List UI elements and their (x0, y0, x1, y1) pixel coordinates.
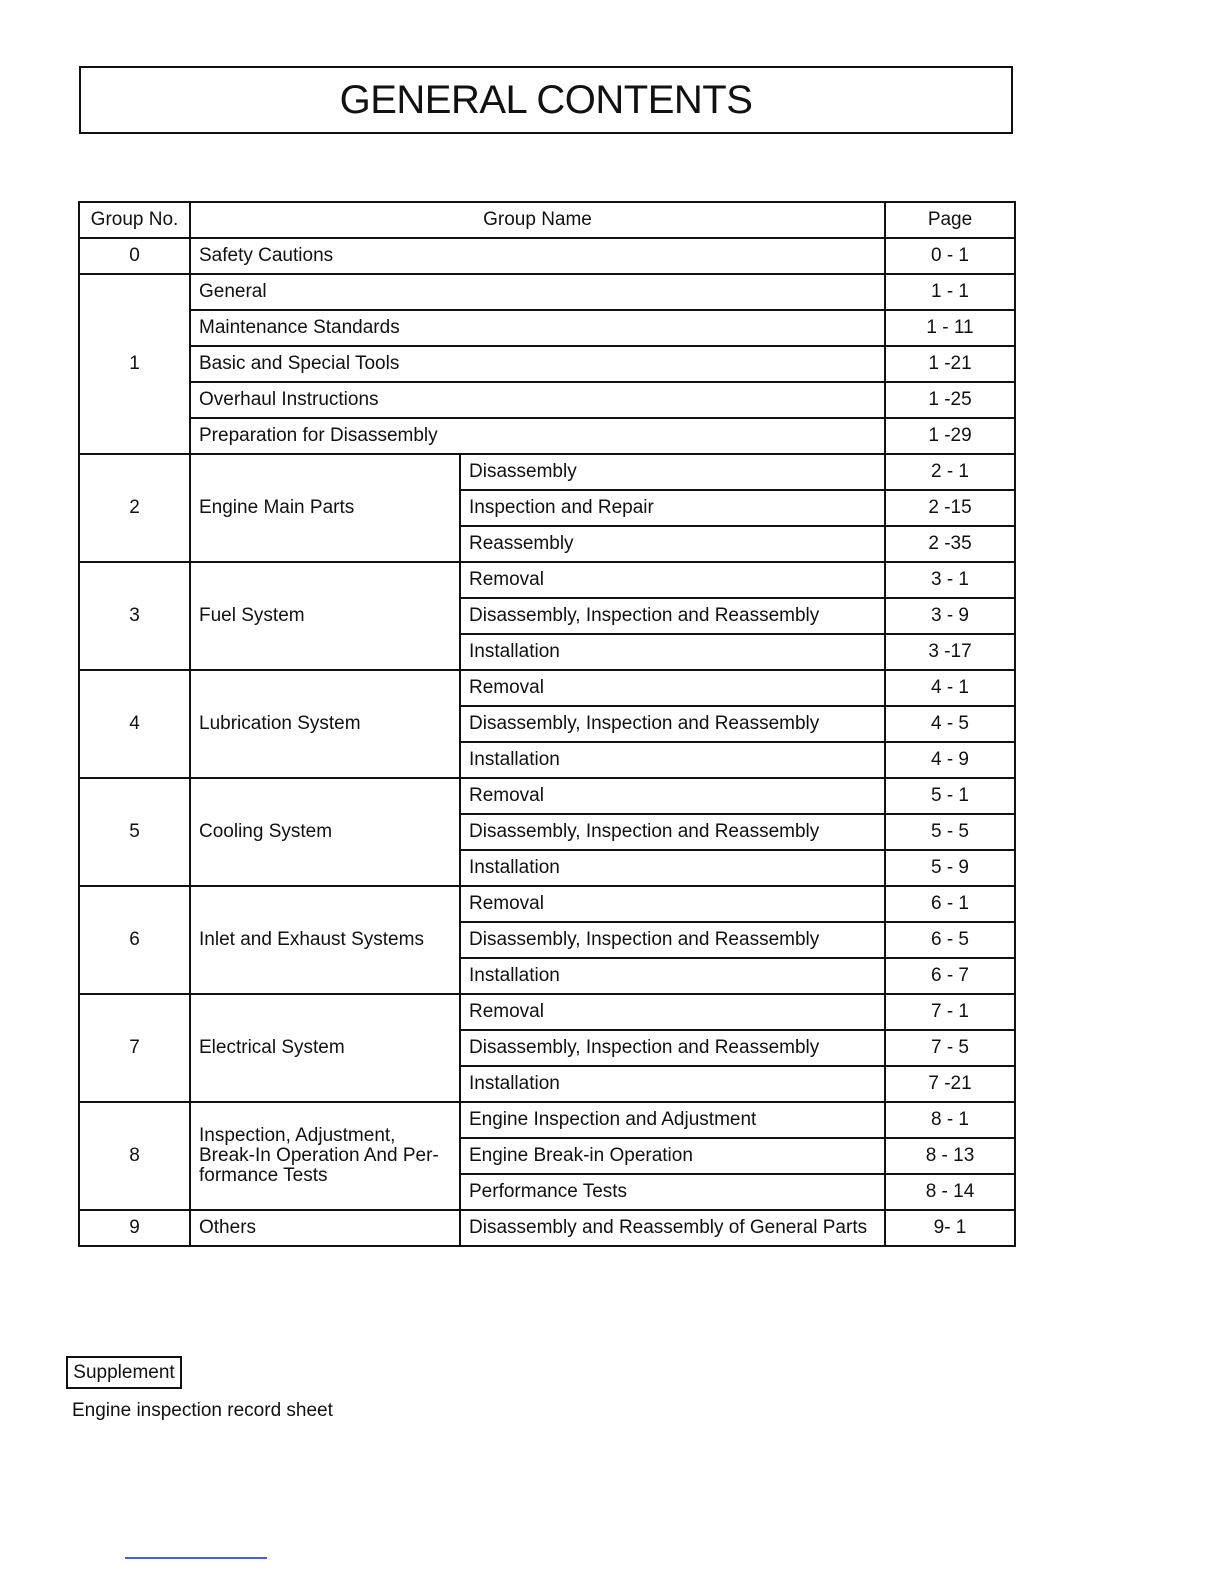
section-name: Removal (460, 994, 885, 1030)
section-name: Disassembly and Reassembly of General Parts (460, 1210, 885, 1246)
group-name: Electrical System (190, 994, 460, 1102)
group-number: 3 (79, 562, 190, 670)
contents-body (79, 238, 1015, 1246)
section-name: Reassembly (460, 526, 885, 562)
table-row (79, 382, 1015, 418)
title-box (79, 66, 1013, 134)
section-name: Removal (460, 886, 885, 922)
section-name: Performance Tests (460, 1174, 885, 1210)
page-number: 5 - 5 (885, 814, 1015, 850)
page-number: 1 -25 (885, 382, 1015, 418)
page-number: 1 -21 (885, 346, 1015, 382)
page-number: 4 - 5 (885, 706, 1015, 742)
page-number: 5 - 1 (885, 778, 1015, 814)
page-number: 1 - 1 (885, 274, 1015, 310)
section-name: Inspection and Repair (460, 490, 885, 526)
table-row (79, 562, 1015, 598)
group-number: 0 (79, 238, 190, 274)
section-name: Removal (460, 670, 885, 706)
page-number: 6 - 5 (885, 922, 1015, 958)
page-number: 0 - 1 (885, 238, 1015, 274)
page-number: 3 -17 (885, 634, 1015, 670)
group-name: Others (190, 1210, 460, 1246)
footer-rule (125, 1557, 267, 1559)
table-row (79, 238, 1015, 274)
page-number: 3 - 9 (885, 598, 1015, 634)
table-row (79, 454, 1015, 490)
section-name: Preparation for Disassembly (190, 418, 885, 454)
group-name: Cooling System (190, 778, 460, 886)
page-number: 2 - 1 (885, 454, 1015, 490)
section-name: Disassembly, Inspection and Reassembly (460, 706, 885, 742)
table-row (79, 886, 1015, 922)
section-name: Disassembly, Inspection and Reassembly (460, 1030, 885, 1066)
table-row (79, 346, 1015, 382)
group-number: 8 (79, 1102, 190, 1210)
table-header-row (79, 202, 1015, 238)
page-number: 1 - 11 (885, 310, 1015, 346)
section-name: Installation (460, 634, 885, 670)
header-page: Page (885, 202, 1015, 238)
table-row (79, 1102, 1015, 1138)
page-number: 7 -21 (885, 1066, 1015, 1102)
supplement-text: Supplement (73, 1361, 175, 1383)
page-number: 7 - 5 (885, 1030, 1015, 1066)
page-number: 6 - 1 (885, 886, 1015, 922)
page-title: GENERAL CONTENTS (339, 77, 753, 122)
section-name: Engine Inspection and Adjustment (460, 1102, 885, 1138)
section-name: General (190, 274, 885, 310)
section-name: Engine Break-in Operation (460, 1138, 885, 1174)
group-name: Inlet and Exhaust Systems (190, 886, 460, 994)
group-number: 2 (79, 454, 190, 562)
section-name: Installation (460, 742, 885, 778)
section-name: Installation (460, 850, 885, 886)
section-name: Removal (460, 562, 885, 598)
table-row (79, 274, 1015, 310)
group-number: 9 (79, 1210, 190, 1246)
section-name: Installation (460, 958, 885, 994)
page-number: 3 - 1 (885, 562, 1015, 598)
group-number: 7 (79, 994, 190, 1102)
section-name: Disassembly, Inspection and Reassembly (460, 814, 885, 850)
table-row (79, 1210, 1015, 1246)
table-row (79, 994, 1015, 1030)
group-name: Inspection, Adjustment, Break-In Operation And Per-formance Tests (190, 1102, 460, 1210)
page-number: 8 - 13 (885, 1138, 1015, 1174)
table-row (79, 310, 1015, 346)
page-number: 2 -15 (885, 490, 1015, 526)
section-name: Disassembly, Inspection and Reassembly (460, 598, 885, 634)
header-group-name: Group Name (190, 202, 885, 238)
group-number: 6 (79, 886, 190, 994)
header-group-no: Group No. (79, 202, 190, 238)
group-number: 4 (79, 670, 190, 778)
page-number: 5 - 9 (885, 850, 1015, 886)
page-number: 4 - 9 (885, 742, 1015, 778)
section-name: Basic and Special Tools (190, 346, 885, 382)
section-name: Overhaul Instructions (190, 382, 885, 418)
section-name: Disassembly, Inspection and Reassembly (460, 922, 885, 958)
section-name: Safety Cautions (190, 238, 885, 274)
page-number: 2 -35 (885, 526, 1015, 562)
group-number: 5 (79, 778, 190, 886)
group-name: Lubrication System (190, 670, 460, 778)
section-name: Maintenance Standards (190, 310, 885, 346)
table-row (79, 670, 1015, 706)
contents-table (78, 201, 1016, 1247)
page-number: 1 -29 (885, 418, 1015, 454)
table-row (79, 778, 1015, 814)
page-number: 7 - 1 (885, 994, 1015, 1030)
supplement-label (66, 1356, 182, 1389)
page-number: 8 - 14 (885, 1174, 1015, 1210)
page-number: 4 - 1 (885, 670, 1015, 706)
table-row (79, 418, 1015, 454)
group-name: Engine Main Parts (190, 454, 460, 562)
group-number: 1 (79, 274, 190, 454)
page-number: 9- 1 (885, 1210, 1015, 1246)
page-number: 6 - 7 (885, 958, 1015, 994)
group-name: Fuel System (190, 562, 460, 670)
section-name: Disassembly (460, 454, 885, 490)
section-name: Removal (460, 778, 885, 814)
supplement-note: Engine inspection record sheet (72, 1400, 333, 1421)
section-name: Installation (460, 1066, 885, 1102)
page-number: 8 - 1 (885, 1102, 1015, 1138)
